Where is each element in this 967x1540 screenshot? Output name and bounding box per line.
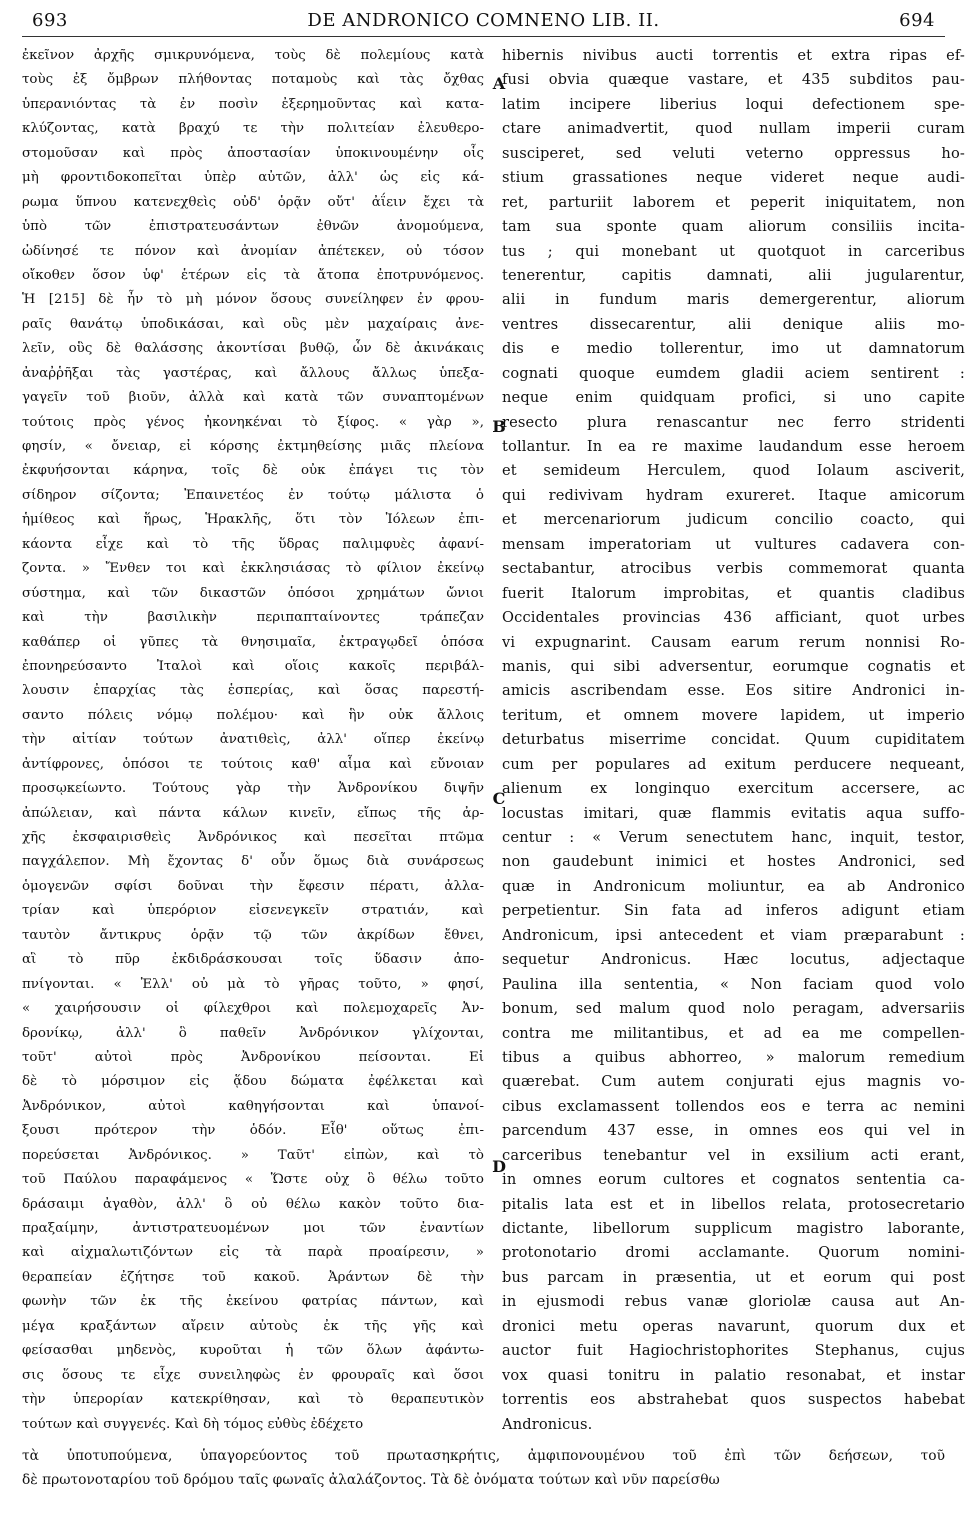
greek-text-line: σις ὅσους τε εἶχε συνειληφὼς ἐν φρουραῖς καὶ ὅσοι [22,1367,484,1383]
greek-text-line: τοῦτ' αὐτοὶ πρὸς Ἀνδρονίκου πείσονται. Εἰ [22,1049,484,1065]
latin-text-line: neque enim quidquam profici, si uno capite [502,389,965,407]
latin-text-line: cum per populares ad exitum perducere nequeant, [502,755,965,773]
latin-text-line: sequetur Andronicus. Hæc locutus, adjectaque [502,951,965,969]
latin-text-line: tam sua sponte quam aliorum consiliis incita- [502,218,965,236]
latin-text-line: ret, parturiit laborem et peperit iniquitatem, non [502,193,965,211]
latin-text-line: vox quasi tonitru in palatio resonabat, et instar [502,1366,965,1384]
greek-text-line: ἀπώλειαν, καὶ πάντα κάλων κινεῖν, εἴπως τῆς ἀρ- [22,805,484,821]
greek-text-line: ὑπὸ τῶν ἐπιστρατευσάντων ἐθνῶν ἀνομούμενα, [22,219,484,235]
latin-text-line: centur : « Verum senectutem hanc, inquit, testor, [502,829,965,846]
latin-text-line: contra me militantibus, et ad ea me compellen- [502,1024,965,1042]
greek-text-line: δράσαιμι ἀγαθὸν, ἀλλ' ὃ οὐ θέλω κακὸν τοῦτο δια- [22,1196,484,1212]
greek-text-line: ρωμα ὕπνου κατενεχθεὶς οὐδ' ὁρᾷν οὔτ' ἀΐειν ἔχει τὰ [22,194,484,210]
greek-text-line: δρονίκῳ, ἀλλ' ὃ παθεῖν Ἀνδρόνικον γλίχονται, [22,1025,484,1041]
latin-text-line: Andronicum, ipsi antecedent et viam præparabunt : [502,926,965,944]
greek-text-line: Ἡ [215] δὲ ἦν τὸ μὴ μόνον ὅσους συνείληφεν ἐν φρου- [22,292,484,308]
greek-text-line: σύστημα, καὶ τῶν δικαστῶν ὁπόσοι χρημάτων ὤνιοι [22,585,484,601]
greek-text-line: πορεύσεται Ἀνδρόνικος. » Ταῦτ' εἰπὼν, καὶ τὸ [22,1147,484,1163]
greek-text-line: τοῦ Παύλου παραφάμενος « Ὥστε οὐχ ὃ θέλω τοῦτο [22,1172,484,1188]
greek-text-line: τούτων καὶ συγγενές. Καὶ δὴ τόμος εὐθὺς ἐδέχετο [22,1416,364,1432]
latin-text-line: in omnes eorum cultores et cognatos sententia ca- [502,1171,965,1189]
latin-text-line: dis e medio tollerentur, imo ut damnatorum [502,340,965,358]
greek-text-line: παγχάλεπον. Μὴ ἔχοντας δ' οὖν ὅμως διὰ συνάρσεως [22,854,484,870]
running-title: DE ANDRONICO COMNENO LIB. II. [307,10,660,31]
latin-text-line: et semideum Herculem, quod Iolaum asciverit, [502,462,965,480]
latin-text-line: cognati quoque eumdem gladii aciem sentirent : [502,364,965,382]
latin-text-line: bonum, sed malum quod nolo peragam, adversariis [502,1000,965,1018]
latin-text-line: ctare animadvertit, quod nullam imperii curam [502,120,965,138]
latin-text-line: non gaudebunt inimici et hostes Andronici, sed [502,853,965,871]
greek-text-line: κλύζοντας, κατὰ βραχύ τε τὴν πολιτείαν ἐλευθερο- [22,121,484,137]
latin-text-line: manis, qui sibi adversentur, eorumque cognatis et [502,657,965,675]
greek-text-line: τρίαν καὶ ὑπερόριον εἰσενεγκεῖν στρατιάν, καὶ [22,903,484,919]
latin-text-line: hibernis nivibus aucti torrentis et extra ripas ef- [502,47,965,64]
latin-text-line: cibus exclamassent tollendos eos e terra ac nemini [502,1097,965,1115]
greek-text-line: καὶ αἰχμαλωτιζόντων εἰς τὰ παρὰ προαίρεσιν, » [22,1245,484,1261]
greek-text-line: πραξαίμην, ἀντιστρατευομένων μοι τῶν ἐναντίων [22,1221,484,1236]
latin-text-line: dronici metu operas navarunt, quorum dux et [502,1317,965,1335]
greek-text-line: λεῖν, οὓς δὲ θαλάσσης ἀκοντίσαι βυθῷ, ὧν δὲ ἀκινάκαις [22,341,484,357]
greek-text-line: θεραπείαν ἐζήτησε τοῦ κακοῦ. Ἀράντων δὲ τὴν [22,1269,484,1285]
greek-column [22,44,484,1437]
greek-text-line: προσῳκείωντο. Τούτους γὰρ τὴν Ἀνδρονίκου διψῆν [22,781,484,797]
page-header [22,6,945,37]
section-marker-a: A [492,74,506,93]
greek-text-line: πνίγονται. « Ἐλλ' οὐ μὰ τὸ γῆρας τοῦτο, » φησί, [22,976,484,992]
greek-text-line: ζοντα. » Ἔνθεν τοι καὶ ἐκκλησιάσας τὸ φίλιον ἐκείνῳ [22,561,484,577]
latin-text-line: alii in fundum maris demergerentur, aliorum [502,291,965,309]
greek-text-line: δὲ πρωτονοταρίου τοῦ δρόμου ταῖς φωναῖς ἀλαλάζοντος. Τὰ δὲ ὀνόματα τούτων καὶ νῦν παρείσθω [22,1472,720,1489]
greek-text-line: ὠδίνησέ τε πόνον καὶ ἀνομίαν ἀπέτεκεν, οὐ τόσον [22,243,484,259]
greek-text-line: κάοντα εἶχε καὶ τὸ τῆς ὕδρας παλιμφυὲς ἀφανί- [22,536,484,552]
latin-text-line: perpetientur. Sin fata ad inferos adigunt etiam [502,902,965,920]
greek-text-line: τὴν ὑπερορίαν κατεκρίθησαν, καὶ τὸ θεραπευτικὸν [22,1392,484,1408]
section-marker-d: D [492,1157,506,1176]
latin-text-line: parcendum 437 esse, in omnes eos qui vel in [502,1122,965,1140]
latin-text-line: auctor fuit Hagiochristophorites Stephanus, cujus [502,1342,965,1360]
latin-text-line: ventres dissecarentur, alii denique aliis mo- [502,315,965,333]
greek-text-line: ταυτὸν ἄντικρυς ὁρᾷν τῷ τῶν ἀκρίδων ἔθνει, [22,927,484,943]
latin-text-line: locustas imitari, quæ flammis evitatis aqua suffo- [502,804,965,822]
greek-text-line: ὑπερανιόντας τὰ ἐν ποσὶν ἐξερημοῦντας καὶ κατα- [22,96,484,112]
greek-text-line: ξουσι πρότερον τὴν ὁδόν. Εἶθ' οὕτως ἐπι- [22,1123,484,1139]
latin-text-line: mensam imperatoriam ut vultures cadavera con- [502,535,965,553]
latin-text-line: torrentis eos abstrahebat quos suspectos habebat [502,1391,965,1409]
latin-text-line: in ejusmodi rebus vanæ gloriolæ causa aut An- [502,1293,965,1311]
greek-text-line: λουσιν ἐπαρχίας τὰς ἑσπερίας, καὶ ὅσας παρεστή- [22,683,484,699]
page-number-right: 694 [899,10,935,31]
latin-text-line: protonotario dromi acclamante. Quorum nomini- [502,1244,965,1262]
greek-text-line: ἐκφυήσονται κάρηνα, τοῖς δὲ οὐκ ἐπάγει τις τὸν [22,463,484,479]
greek-text-line: μὴ φροντιδοκοπεῖται ὑπὲρ αὐτῶν, ἀλλ' ὡς εἰς κά- [22,170,484,186]
greek-text-line: γαγεῖν τοῦ βιοῦν, ἀλλὰ καὶ κατὰ τῶν συναπτομένων [22,390,484,406]
section-marker-c: C [492,789,506,808]
latin-text-line: quæ in Andronicum moliuntur, ea ab Andronico [502,877,965,895]
section-marker-b: B [492,417,506,436]
greek-text-line: φείσασθαι μηδενὸς, κυροῦται ἡ τῶν ὅλων ἀφάντω- [22,1343,484,1359]
latin-text-line: resecto plura renascantur nec ferro stridenti [502,413,965,431]
latin-text-line: carceribus tenebantur vel in exsilium acti erant, [502,1146,965,1164]
greek-text-line: ἐπονηρεύσαντο Ἰταλοὶ καὶ οἵοις κακοῖς περιβάλ- [22,658,484,674]
latin-text-line: tenerentur, capitis damnati, alii jugularentur, [502,266,965,284]
latin-text-line: alienum ex longinquo exercitum accersere, ac [502,780,965,798]
latin-text-line: susciperet, sed veluti veterno oppressus ho- [502,144,965,162]
latin-text-line: fuerit Italorum improbitas, et quantis cladibus [502,584,965,602]
latin-text-line: dictante, libellorum supplicum magistro laborante, [502,1220,965,1237]
latin-text-line: quærebat. Cum autem conjurati ejus magnis vo- [502,1073,965,1091]
latin-text-line: stium grassationes neque videret neque audi- [502,169,965,187]
latin-text-line: et mercenariorum judicum concilio coacto, qui [502,511,965,529]
greek-text-line: ἡμίθεος καὶ ἥρως, Ἡρακλῆς, ὅτι τὸν Ἰόλεων ἐπι- [22,512,484,528]
greek-text-line: τὰ ὑποτυπούμενα, ὑπαγορεύοντος τοῦ πρωτασηκρήτις, ἀμφιπονουμένου τοῦ ἐπὶ τῶν δεήσεων, τοῦ [22,1448,945,1464]
bottom-greek-lines [22,1444,945,1493]
latin-text-line: amicis ascribendam esse. Eos sitire Andronici in- [502,682,965,700]
greek-text-line: χῆς ἐκσφαιρισθεὶς Ἀνδρόνικος καὶ πεσεῖται πτῶμα [22,830,484,845]
latin-text-line: Andronicus. [502,1415,593,1433]
greek-text-line: φωνὴν τῶν ἐκ τῆς ἐκείνου φατρίας πάντων, καὶ [22,1294,484,1310]
greek-text-line: καθάπερ οἱ γῦπες τὰ θνησιμαῖα, ἐκτραγῳδεῖ ὁπόσα [22,634,484,650]
greek-text-line: ὁμογενῶν σφίσι δοῦναι τὴν ἔφεσιν πέρατι, ἀλλα- [22,878,484,894]
greek-text-line: τὴν αἰτίαν τούτων ἀνατιθεὶς, ἀλλ' οἵπερ ἐκείνῳ [22,732,484,748]
greek-text-line: σαντο πόλεις νόμῳ πολέμου· καὶ ἣν οὐκ ἄλλοις [22,707,484,723]
greek-text-line: ἀντίφρονες, ὁπόσοι τε τούτοις καθ' αἷμα καὶ εὔνοιαν [22,756,484,772]
latin-text-line: vi expugnarint. Causam earum rerum nonnisi Ro- [502,633,965,651]
latin-text-line: Occidentales provincias 436 afficiant, quot urbes [502,609,965,627]
latin-text-line: qui redivivam hydram exureret. Itaque amicorum [502,486,965,504]
greek-text-line: τοὺς ἐξ ὄμβρων πλήθοντας ποταμοὺς καὶ τὰς ὄχθας [22,72,484,88]
greek-text-line: φησίν, « ὄνειαρ, εἰ κόρσης ἐκτμηθείσης μιᾶς πλείονα [22,439,484,454]
greek-text-line: δὲ τὸ μόρσιμον εἰς ᾅδου δώματα ἐφέλκεται καὶ [22,1074,484,1090]
latin-text-line: latim incipere liberius loqui defectionem spe- [502,95,965,113]
latin-text-line: sectabantur, atrocibus verbis commemorat quanta [502,560,965,578]
latin-text-line: tollantur. In ea re maxime laudandum esse heroem [502,438,965,455]
latin-text-line: pitalis lata est et in libellos relata, protosecretario [502,1195,965,1213]
greek-text-line: τούτοις πρὸς γένος ἠκονηκέναι τὸ ξίφος. « γὰρ », [22,414,484,430]
greek-text-line: « χαιρήσουσιν οἱ φίλεχθροι καὶ πολεμοχαρεῖς Ἀν- [22,1001,484,1017]
greek-text-line: ἐκεῖνον ἀρχῆς σμικρυνόμενα, τοὺς δὲ πολεμίους κατὰ [22,48,484,63]
latin-text-line: teritum, et omnem movere lapidem, ut imperio [502,706,965,724]
latin-text-line: deturbatus miserrime concidat. Quum cupiditatem [502,731,965,749]
page-number-left: 693 [32,10,68,31]
greek-text-line: αἳ τὸ πῦρ ἐκδιδράσκουσαι τοῖς ὕδασιν ἀπο- [22,952,484,968]
latin-text-line: tibus a quibus abhorreo, » malorum remedium [502,1048,965,1066]
latin-text-line: bus parcam in præsentia, ut et eorum qui post [502,1268,965,1286]
greek-text-line: καὶ τὴν βασιλικὴν περιπαπταίνοντες τράπεζαν [22,610,484,626]
greek-text-line: ραῖς θανάτῳ ὑποδικάσαι, καὶ οὓς μὲν μαχαίραις ἀνε- [22,316,484,332]
greek-text-line: Ἀνδρόνικον, αὐτοὶ καθηγήσονται καὶ ὑπανοί- [22,1098,484,1114]
greek-text-line: μέγα κραξάντων αἴρειν αὐτοὺς ἐκ τῆς γῆς καὶ [22,1318,484,1334]
greek-text-line: ἀναῤῥῆξαι τὰς γαστέρας, καὶ ἄλλους ἄλλως ὑπεξα- [22,365,484,381]
greek-text-line: οἴκοθεν ὅσον ὑφ' ἑτέρων εἰς τὰ ἄτοπα ἐποτρυνόμενος. [22,267,484,283]
latin-text-line: tus ; qui monebant ut quotquot in carceribus [502,242,965,260]
latin-text-line: fusi obvia quæque vastare, et 435 subditos pau- [502,71,965,89]
latin-text-line: Paulina illa sententia, « Non faciam quod volo [502,975,965,993]
latin-column [502,44,965,1437]
greek-text-line: σίδηρον σίζοντα; Ἐπαινετέος ἐν τούτῳ μάλιστα ὁ [22,487,484,503]
greek-text-line: στομοῦσαν καὶ πρὸς ἀποστασίαν ὑποκινουμένην οἷς [22,145,484,161]
